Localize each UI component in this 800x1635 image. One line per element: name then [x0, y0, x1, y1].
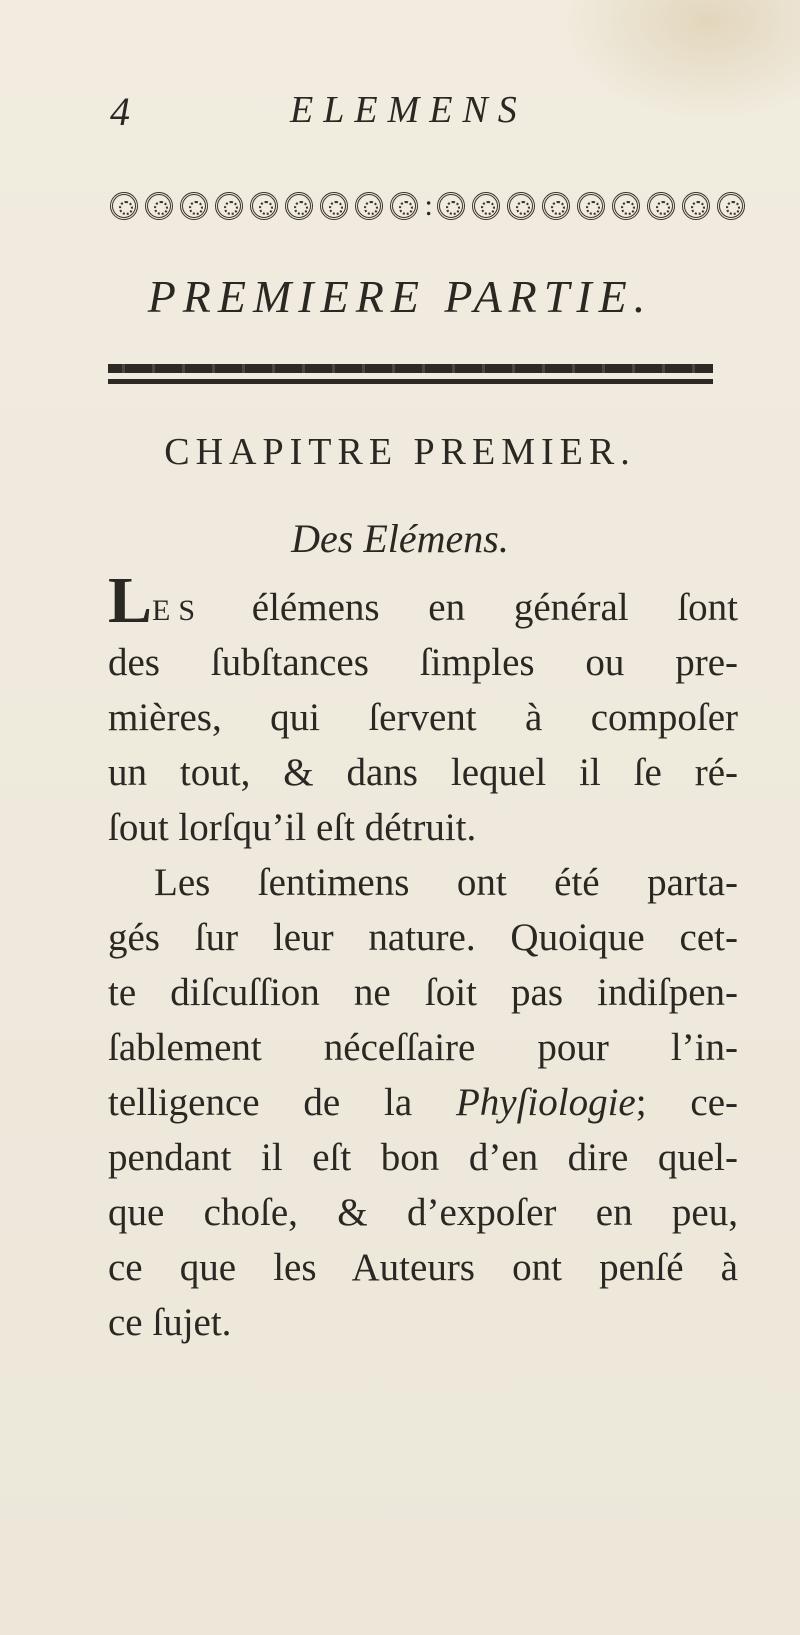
text-line: ſout lorſqu’il eſt détruit.	[108, 806, 477, 849]
running-head: ELEMENS	[290, 89, 527, 131]
decorative-rule-thin	[108, 379, 713, 384]
page-number: 4	[110, 89, 130, 134]
text-line: des ſubſtances ſimples ou pre-	[108, 641, 738, 684]
text-line: ce ſujet.	[108, 1301, 232, 1344]
small-caps: ES	[152, 594, 204, 627]
rosette-icon	[647, 192, 675, 220]
text-line: te diſcuſſion ne ſoit pas indiſpen-	[108, 971, 738, 1014]
rosette-icon	[612, 192, 640, 220]
text-line: que choſe, & d’expoſer en peu,	[108, 1191, 738, 1234]
text-line: Les ſentimens ont été parta-	[154, 861, 738, 904]
rosette-icon	[717, 192, 745, 220]
drop-cap: L	[108, 564, 153, 637]
ornament-separator-icon: :	[424, 189, 433, 222]
text-line: ſablement néceſſaire pour l’in-	[108, 1026, 738, 1069]
rosette-icon	[542, 192, 570, 220]
text-line: pendant il eſt bon d’en dire quel-	[108, 1136, 738, 1179]
rosette-icon	[180, 192, 208, 220]
rosette-icon	[577, 192, 605, 220]
text-segment: ; ce-	[635, 1081, 738, 1124]
text-segment: élémens en général ſont	[251, 586, 738, 629]
text-line	[108, 564, 738, 637]
text-line	[108, 1075, 738, 1130]
text-line: mières, qui ſervent à compoſer	[108, 696, 738, 739]
rosette-icon	[215, 192, 243, 220]
chapter-title: CHAPITRE PREMIER.	[164, 431, 636, 473]
rosette-icon	[110, 192, 138, 220]
rosette-icon	[507, 192, 535, 220]
text-line: gés ſur leur nature. Quoique cet-	[108, 916, 738, 959]
rosette-icon	[682, 192, 710, 220]
page-header	[110, 88, 740, 138]
rosette-icon	[437, 192, 465, 220]
part-title: PREMIERE PARTIE.	[147, 271, 653, 322]
body-text	[108, 564, 738, 1350]
rosette-icon	[472, 192, 500, 220]
italic-term: Phyſiologie	[455, 1081, 636, 1124]
text-segment: telligence de la	[108, 1081, 413, 1124]
rosette-icon	[390, 192, 418, 220]
decorative-rule-thick	[108, 364, 713, 373]
text-line: un tout, & dans lequel il ſe ré-	[108, 751, 738, 794]
rosette-icon	[320, 192, 348, 220]
rosette-icon	[355, 192, 383, 220]
ornamental-border	[110, 186, 745, 226]
rosette-icon	[285, 192, 313, 220]
section-title: Des Elémens.	[291, 516, 509, 561]
rosette-icon	[145, 192, 173, 220]
rosette-icon	[250, 192, 278, 220]
text-line: ce que les Auteurs ont penſé à	[108, 1246, 738, 1289]
